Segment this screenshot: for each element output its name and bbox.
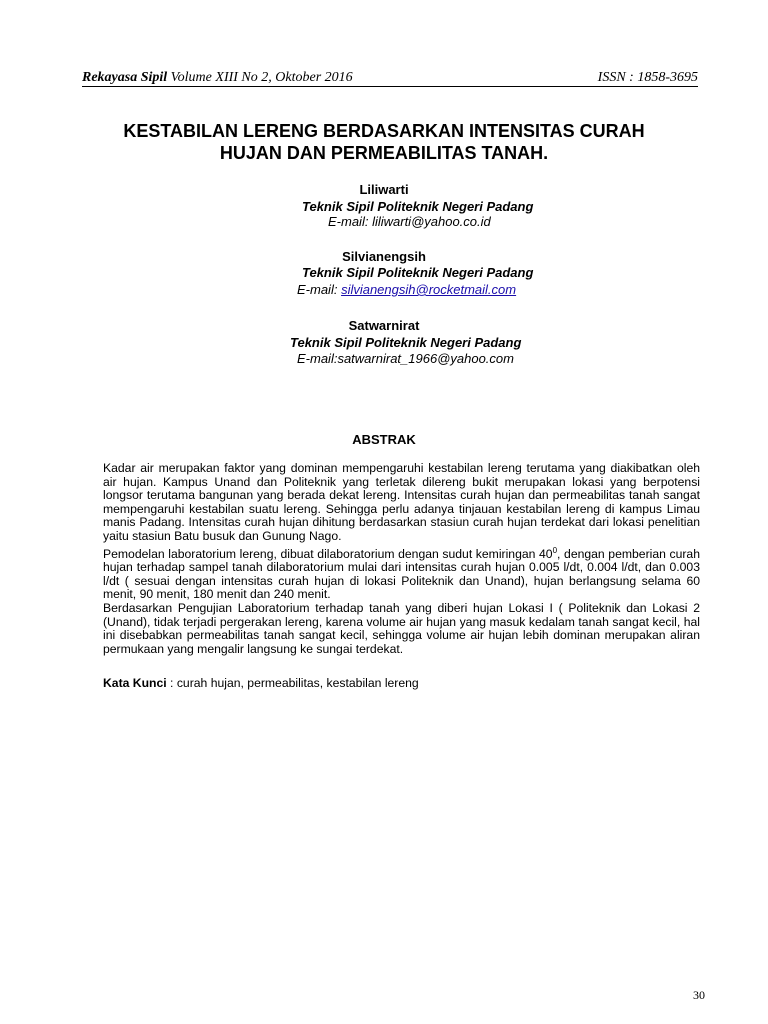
journal-name: Rekayasa Sipil [82, 70, 168, 85]
abstract-paragraph: Kadar air merupakan faktor yang dominan mempengaruhi kestabilan lereng terutama yang diakibatkan oleh air hujan. Kampus Unand dan Politeknik yang terletak dilereng bukit merupakan lokasi yang berpotensi longsor terutama bangunan yang berada dekat lereng. Intensitas curah hujan dan permeabilitas tanah sangat mempengaruhi kestabilan suatu lereng. Sehingga perlu adanya tinjauan kestabilan lereng di kampus Limau manis Padang. Intensitas curah hujan dihitung berdasarkan stasiun curah hujan terdekat dari lokasi penelitian yaitu stasiun Batu busuk dan Gunung Nago. [103, 461, 700, 543]
issn: ISSN : 1858-3695 [597, 70, 698, 85]
author-affiliation: Teknik Sipil Politeknik Negeri Padang [302, 265, 534, 280]
abstract-text: Pemodelan laboratorium lereng, dibuat dilaboratorium dengan sudut kemiringan 40 [103, 546, 553, 561]
author-name: Satwarnirat [348, 318, 420, 333]
author-name: Liliwarti [359, 182, 409, 197]
paper-title: KESTABILAN LERENG BERDASARKAN INTENSITAS CURAH HUJAN DAN PERMEABILITAS TANAH. [123, 121, 645, 163]
degree-superscript: 0 [552, 545, 558, 555]
email-label: E-mail: [297, 282, 342, 297]
email-link[interactable]: silvianengsih@rocketmail.com [341, 282, 517, 297]
author-email [297, 282, 516, 297]
keywords-label: Kata Kunci [103, 676, 167, 690]
email-label: E-mail: [297, 351, 338, 366]
abstract-paragraph: Berdasarkan Pengujian Laboratorium terhadap tanah yang diberi hujan Lokasi I ( Politeknik dan Lokasi 2 (Unand), tidak terjadi pergerakan lereng, karena volume air hujan yang masuk kedalam tanah sangat kecil, hal ini disebabkan permeabilitas tanah sangat kecil, sehingga volume air hujan lebih dominan merupakan aliran permukaan yang mengalir langsung ke sungai terdekat. [103, 601, 700, 656]
author-affiliation: Teknik Sipil Politeknik Negeri Padang [302, 199, 534, 214]
abstract-text: , dengan pemberian curah hujan terhadap sampel tanah dilaboratorium mulai dari intensitas curah hujan 0.005 l/dt, 0.004 l/dt, dan 0.003 l/dt ( sesuai dengan intensitas curah hujan di lokasi Politeknik dan Unand), hujan berlangsung selama 60 menit, 90 menit, 180 menit dan 240 menit. [103, 546, 700, 602]
journal-info [82, 70, 353, 86]
author-email [297, 351, 514, 366]
keywords [103, 676, 419, 690]
email-address: liliwarti@yahoo.co.id [372, 214, 491, 229]
abstract-paragraph [103, 544, 700, 602]
keywords-text: : curah hujan, permeabilitas, kestabilan lereng [166, 676, 419, 690]
abstract-heading: ABSTRAK [352, 432, 416, 447]
author-email [328, 214, 491, 229]
journal-volume: Volume XIII No 2, Oktober 2016 [167, 70, 353, 85]
email-label: E-mail: [328, 214, 373, 229]
author-name: Silvianengsih [342, 249, 426, 264]
author-affiliation: Teknik Sipil Politeknik Negeri Padang [290, 335, 522, 350]
email-address: satwarnirat_1966@yahoo.com [337, 351, 514, 366]
abstract-body [103, 462, 700, 656]
running-header [82, 70, 698, 87]
page-number: 30 [693, 988, 705, 1002]
